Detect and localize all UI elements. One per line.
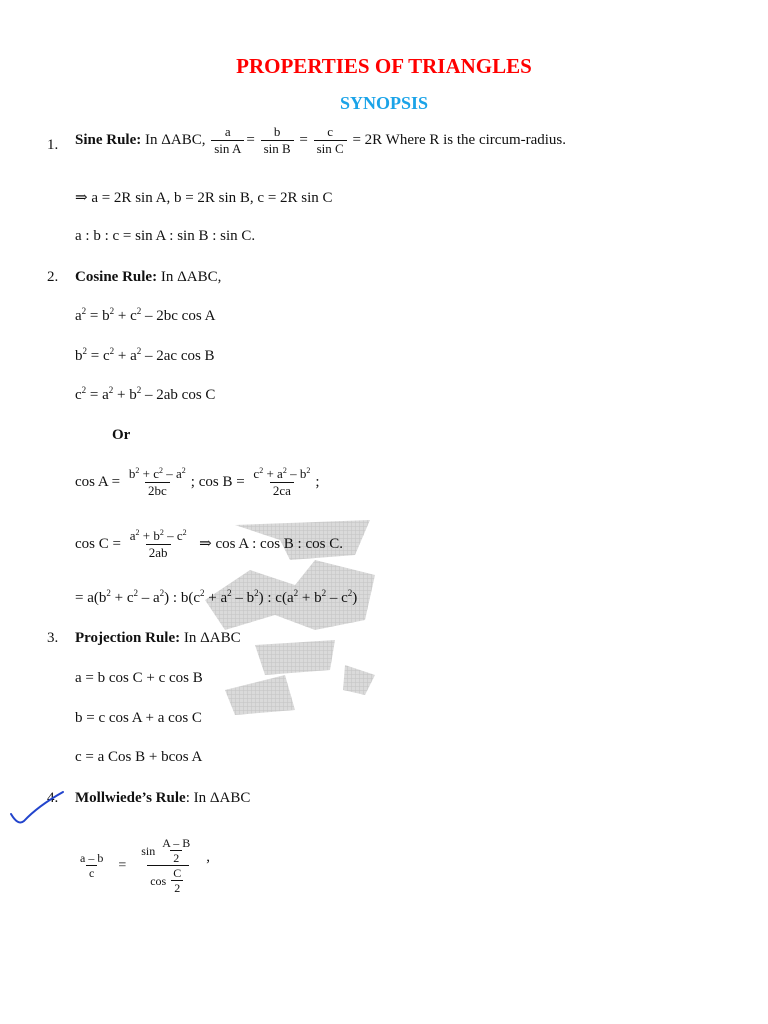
- projection-formula-c: c = a Cos B + bcos A: [75, 749, 203, 765]
- projection-rule-intro: In ΔABC: [183, 630, 241, 646]
- cosine-rule-line: [75, 269, 221, 286]
- fraction-cosC: $\frac{a^2 + b^2 - c^2}{2ab}$: [129, 528, 187, 560]
- sine-rule-line: Sine Rule: In ΔABC, $\frac{a}{\text{sin A}}$ = $\frac{b}{\text{sin B}}$ = $\frac{c}{\text{sin C}}$ = 2R Where R is the circum-radius.: [75, 124, 567, 156]
- fraction-cosB: $\frac{c^2 + a^2 - b^2}{2ca}$: [253, 466, 311, 498]
- cosine-formula-b: $b^2 = c^2 + a^2 - 2ac$ cos B: [75, 346, 215, 364]
- projection-formula-a: a = b cos C + c cos B: [75, 670, 203, 686]
- projection-rule-heading: Projection Rule:: [75, 630, 181, 646]
- fraction-a-minus-b-over-c: $\frac{a - b}{c}$: [80, 851, 104, 880]
- fraction-C-over-2: $\frac{C}{2}$: [173, 866, 182, 895]
- page-title: PROPERTIES OF TRIANGLES: [236, 54, 532, 78]
- section-number-3: 3.: [47, 630, 59, 646]
- projection-formula-b: b = c cos A + a cos C: [75, 710, 202, 726]
- section-number-4: 4.: [47, 790, 59, 806]
- fraction-big: sin $\frac{A - B}{2}$ cos $\frac{C}{2}$: [138, 836, 198, 895]
- fraction-b-over-sinB: $\frac{b}{\text{sin B}}$: [261, 124, 294, 157]
- cosine-ratio-expanded: = $a(b^2 + c^2 - a^2)$ : $b(c^2 + a^2 - b^2)$ : $c(a^2 + b^2 - c^2)$: [75, 588, 358, 606]
- sine-rule-tail: = 2R Where R is the circum-radius.: [352, 131, 567, 148]
- fraction-a-over-sinA: $\frac{a}{\text{sin A}}$: [211, 124, 244, 157]
- section-number-2: 2.: [47, 269, 59, 285]
- checkmark-annotation-icon: [8, 788, 68, 828]
- cosine-formula-a: $a^2 = b^2 + c^2 - 2bc$ cos A: [75, 306, 216, 324]
- projection-rule-line: [75, 630, 241, 647]
- sine-rule-intro: In ΔABC,: [145, 131, 206, 148]
- cosine-rule-heading: Cosine Rule:: [75, 269, 158, 285]
- cosA-cosB-formula: cos A = $\frac{b^2 + c^2 - a^2}{2bc}$ ; cos B = $\frac{c^2 + a^2 - b^2}{2ca}$ ;: [75, 466, 320, 498]
- mollweide-rule-intro: : In ΔABC: [185, 790, 251, 806]
- page-subtitle: SYNOPSIS: [339, 93, 429, 113]
- or-label: Or: [112, 427, 131, 443]
- section-number-1: 1.: [47, 137, 59, 153]
- mollweide-rule-line: [75, 790, 250, 807]
- sine-rule-heading: Sine Rule:: [75, 131, 142, 148]
- sine-rule-ratio: a : b : c = sin A : sin B : sin C.: [75, 228, 256, 244]
- fraction-A-minus-B-over-2: $\frac{A - B}{2}$: [162, 836, 191, 865]
- mollweide-rule-heading: Mollwiede’s Rule: [75, 790, 186, 806]
- fraction-cosA: $\frac{b^2 + c^2 - a^2}{2bc}$: [128, 466, 186, 498]
- mollweide-formula: $\frac{a - b}{c}$ = sin $\frac{A - B}{2}$ cos $\frac{C}{2}$ ,: [75, 836, 210, 895]
- cosine-formula-c: $c^2 = a^2 + b^2 - 2ab$ cos C: [75, 385, 216, 403]
- cosC-formula: cos C = $\frac{a^2 + b^2 - c^2}{2ab}$ ⇒ cos A : cos B : cos C.: [75, 528, 343, 560]
- cosine-rule-intro: In ΔABC,: [160, 269, 222, 285]
- sine-rule-consequence: ⇒ a = 2R sin A, b = 2R sin B, c = 2R sin C: [75, 190, 333, 206]
- fraction-c-over-sinC: $\frac{c}{\text{sin C}}$: [314, 124, 347, 157]
